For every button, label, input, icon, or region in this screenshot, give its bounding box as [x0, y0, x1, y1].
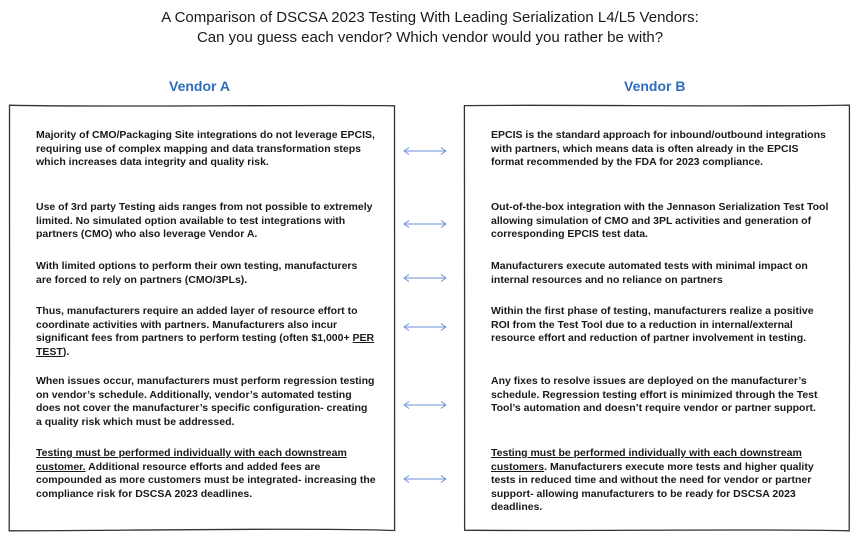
vendor-b-item-6-text: . Manufacturers execute more tests and higher quality tests in reduced time and without the need for vendor or partner support- allowing manufacturers to be ready for DSCSA 2023 deadlines.: [491, 460, 814, 514]
vendor-b-item-6: [491, 447, 831, 515]
vendor-a-item-4-underline: PER TEST: [36, 332, 375, 358]
vendor-a-item-6-text: Additional resource efforts and added fees are compounded as more customers must be integrated- increasing the compliance risk for DSCSA 2023 deadlines.: [36, 460, 376, 500]
vendor-b-panel: [463, 104, 851, 532]
vendor-b-item-1: EPCIS is the standard approach for inbound/outbound integrations with partners, which means data is often already in the EPCIS format recommended by the FDA for 2023 compliance.: [491, 129, 826, 169]
double-arrow-icon: [403, 219, 447, 229]
vendor-b-heading: Vendor B: [624, 78, 686, 94]
vendor-a-item-4: [36, 305, 376, 359]
vendor-a-item-4-text: Thus, manufacturers require an added layer of resource effort to coordinate activities with partners. Manufacturers also incur significant fees from partners to perform testing (often $1,000+: [36, 305, 358, 345]
double-arrow-icon: [403, 474, 447, 484]
vendor-a-item-5: When issues occur, manufacturers must perform regression testing on vendor’s schedule. Additionally, vendor’s automated testing does not cover the manufacturer’s specific configuration- creating a quality risk which must be addressed.: [36, 375, 375, 428]
vendor-b-item-5: Any fixes to resolve issues are deployed on the manufacturer’s schedule. Regression testing effort is minimized through the Test Tool’s automation and doesn’t require vendor or partner support.: [491, 375, 818, 415]
vendor-a-item-1: Majority of CMO/Packaging Site integrations do not leverage EPCIS, requiring use of complex mapping and data transformation steps which increases data integrity and quality risk.: [36, 129, 375, 169]
title-line-2: Can you guess each vendor? Which vendor would you rather be with?: [196, 29, 664, 46]
page-title: [0, 8, 860, 48]
vendor-a-panel: [8, 104, 396, 532]
title-line-1: A Comparison of DSCSA 2023 Testing With Leading Serialization L4/L5 Vendors:: [161, 9, 699, 26]
vendor-a-item-3: With limited options to perform their own testing, manufacturers are forced to rely on partners (CMO/3PLs).: [36, 260, 358, 286]
double-arrow-icon: [403, 273, 447, 283]
vendor-b-item-3: Manufacturers execute automated tests with minimal impact on internal resources and no reliance on partners: [491, 260, 808, 286]
double-arrow-icon: [403, 322, 447, 332]
vendor-b-item-4: Within the first phase of testing, manufacturers realize a positive ROI from the Test Tool due to a reduction in internal/external resource effort and reduction of partner involvement in testing.: [491, 305, 814, 345]
vendor-b-item-6-underline: Testing must be performed individually with each downstream customers: [491, 447, 802, 473]
double-arrow-icon: [403, 146, 447, 156]
vendor-a-item-6: [36, 447, 376, 501]
vendor-a-item-2: Use of 3rd party Testing aids ranges from not possible to extremely limited. No simulated option available to test integrations with partners (CMO) who also leverage Vendor A.: [36, 201, 373, 241]
vendor-b-item-2: Out-of-the-box integration with the Jennason Serialization Test Tool allowing simulation of CMO and 3PL activities and generation of corresponding EPCIS test data.: [491, 201, 829, 241]
vendor-a-item-6-underline: Testing must be performed individually with each downstream customer.: [36, 447, 347, 473]
vendor-a-heading: Vendor A: [169, 78, 230, 94]
double-arrow-icon: [403, 400, 447, 410]
vendor-a-item-4-end: ).: [62, 345, 70, 358]
